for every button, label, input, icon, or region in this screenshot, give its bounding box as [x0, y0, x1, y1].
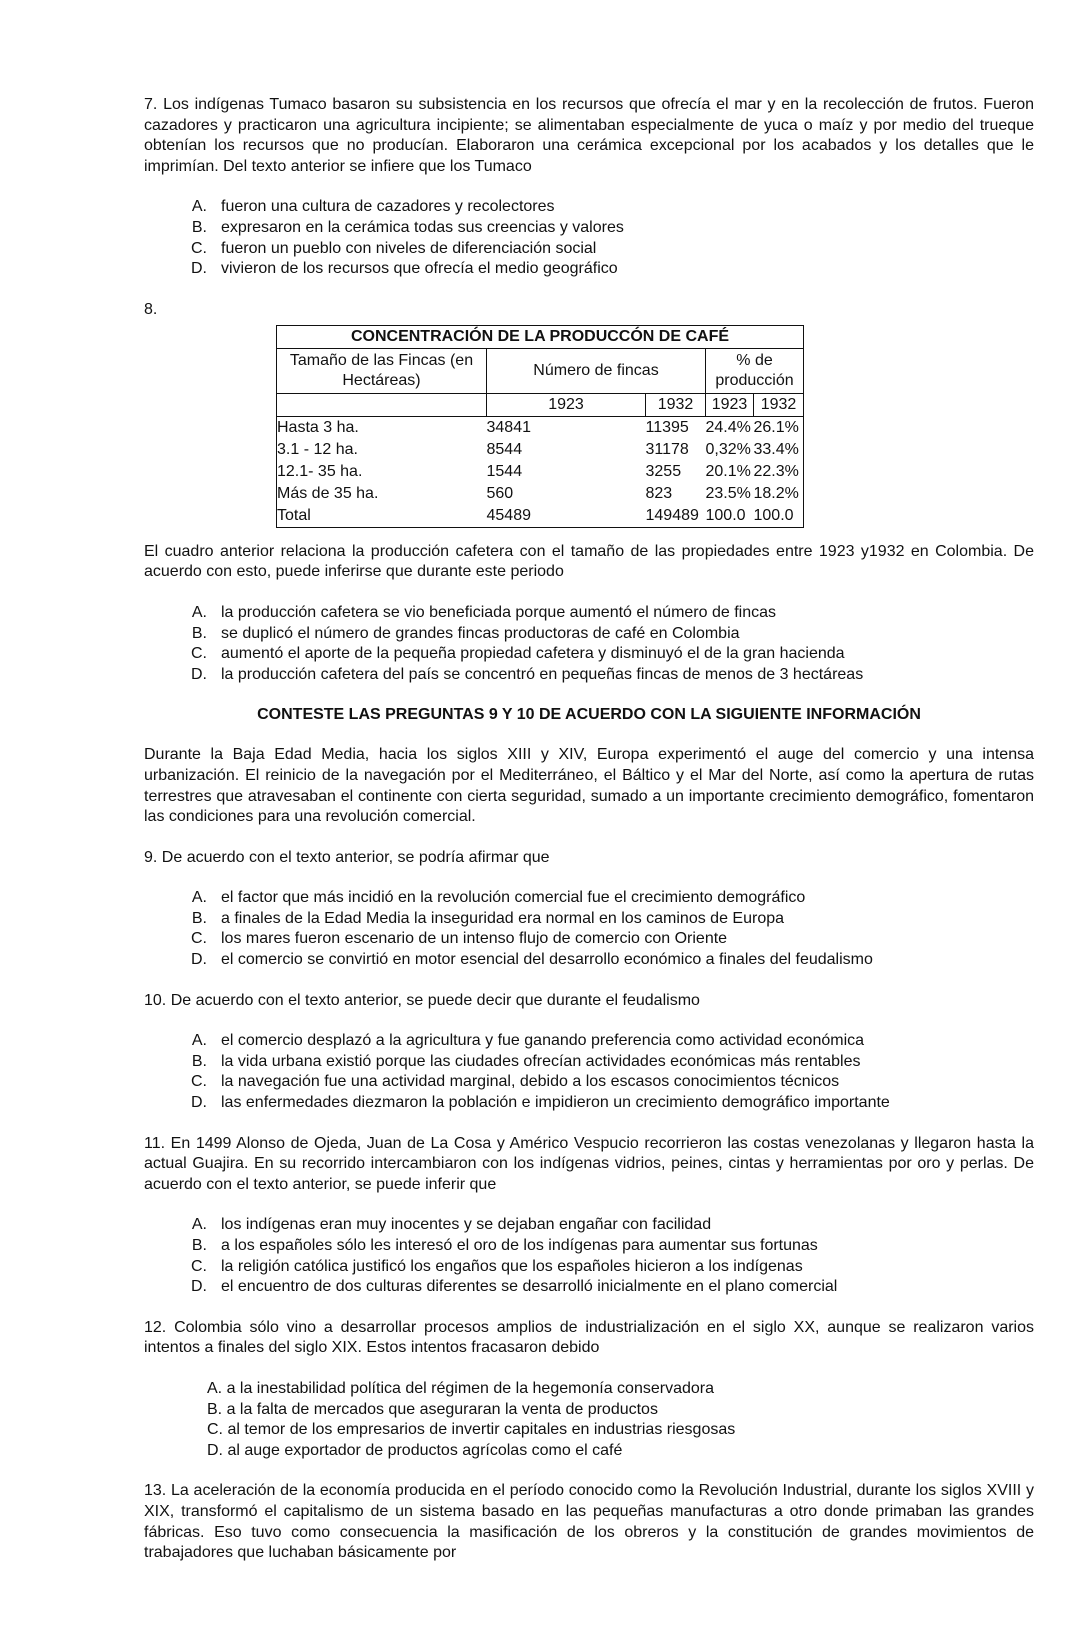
- row-f1923: 1544: [486, 463, 523, 480]
- year-pct-1932: 1932: [754, 394, 804, 417]
- q7-option-a[interactable]: A. fueron una cultura de cazadores y recolectores: [191, 198, 555, 216]
- q11-option-d[interactable]: D. el encuentro de dos culturas diferentes se desarrolló inicialmente en el plano comercial: [191, 1278, 838, 1296]
- row-f1923: 560: [486, 485, 514, 502]
- row-p1923: 23.5%: [705, 485, 751, 502]
- header-farms: Número de fincas: [487, 349, 706, 394]
- q8-stem: El cuadro anterior relaciona la producción cafetera con el tamaño de las propiedades entre 1923 y1932 en Colombia. De acuerdo con esto, puede inferirse que durante este periodo: [144, 542, 1034, 581]
- q11-option-a[interactable]: A. los indígenas eran muy inocentes y se dejaban engañar con facilidad: [191, 1216, 712, 1234]
- section-text: Durante la Baja Edad Media, hacia los siglos XIII y XIV, Europa experimentó el auge del comercio y una intensa urbanización. El reinicio de la navegación por el Mediterráneo, el Báltico y el Mar del Norte, así como la apertura de rutas terrestres que atravesaban el continente con cierta seguridad, sumado a un importante crecimiento demográfico, fomentaron las condiciones para una revolución comercial.: [144, 746, 1034, 826]
- q7-stem: 7. Los indígenas Tumaco basaron su subsistencia en los recursos que ofrecía el mar y en la recolección de frutos. Fueron cazadores y practicaron una agricultura incipiente; se alimentaban especialmente de yuca o maíz y por medio del trueque obtenían los recursos que no producían. Elaboraron una cerámica excepcional por los acabados y los detalles que le imprimían. Del texto anterior se infiere que los Tumaco: [144, 96, 1034, 175]
- row-f1932: 3255: [645, 463, 682, 480]
- row-p1932: 26.1%: [754, 417, 804, 440]
- row-size: Hasta 3 ha.: [277, 417, 487, 440]
- q10-options: [144, 1031, 1034, 1113]
- section-title: CONTESTE LAS PREGUNTAS 9 Y 10 DE ACUERDO CON LA SIGUIENTE INFORMACIÓN: [257, 706, 921, 724]
- row-p1923: 0,32%: [705, 441, 751, 458]
- q9-option-b[interactable]: B. a finales de la Edad Media la inseguridad era normal en los caminos de Europa: [191, 909, 785, 927]
- q10-option-a[interactable]: A. el comercio desplazó a la agricultura y fue ganando preferencia como actividad económica: [191, 1032, 865, 1050]
- q9-stem: 9. De acuerdo con el texto anterior, se podría afirmar que: [144, 848, 550, 866]
- q11-options: [144, 1215, 1034, 1297]
- q13-stem: 13. La aceleración de la economía producida en el período conocido como la Revolución Industrial, durante los siglos XVIII y XIX, transformó el capitalismo de un sistema basado en las pequeñas manufacturas a otro donde primaban las grandes fábricas. Eso tuvo como consecuencia la masificación de los obreros y la constitución de grandes movimientos de trabajadores que luchaban básicamente por: [144, 1482, 1034, 1562]
- header-pct: % de producción: [706, 349, 804, 394]
- table-title: CONCENTRACIÓN DE LA PRODUCCÓN DE CAFÉ: [277, 326, 804, 349]
- row-size: Total: [277, 505, 487, 528]
- row-f1932: 823: [645, 485, 673, 502]
- q11-option-b[interactable]: B. a los españoles sólo les interesó el oro de los indígenas para aumentar sus fortunas: [191, 1237, 818, 1254]
- year-farms-1932: 1932: [646, 394, 706, 417]
- year-farms-1923: 1923: [487, 394, 646, 417]
- q12-option-c[interactable]: C. al temor de los empresarios de invertir capitales en industrias riesgosas: [207, 1421, 736, 1439]
- q9-option-d[interactable]: D. el comercio se convirtió en motor esencial del desarrollo económico a finales del feudalismo: [191, 951, 873, 969]
- q12-option-a[interactable]: A. a la inestabilidad política del régimen de la hegemonía conservadora: [207, 1379, 714, 1397]
- row-f1932: 31178: [645, 441, 689, 458]
- q10-option-b[interactable]: B. la vida urbana existió porque las ciudades ofrecían actividades económicas más rentables: [191, 1052, 861, 1070]
- row-size: 12.1- 35 ha.: [277, 461, 487, 483]
- q8-option-c[interactable]: C. aumentó el aporte de la pequeña propiedad cafetera y disminuyó el de la gran hacienda: [191, 645, 845, 663]
- row-p1932: 18.2%: [754, 483, 804, 505]
- q7-options: [144, 197, 1034, 279]
- row-p1923: 24.4%: [705, 419, 751, 436]
- row-f1932: 11395: [645, 419, 689, 436]
- row-p1932: 33.4%: [754, 439, 804, 461]
- year-pct-1923: 1923: [706, 394, 754, 417]
- q8-option-a[interactable]: A. la producción cafetera se vio beneficiada porque aumentó el número de fincas: [191, 603, 777, 621]
- q7-option-b[interactable]: B. expresaron en la cerámica todas sus creencias y valores: [191, 218, 624, 236]
- q11-stem: 11. En 1499 Alonso de Ojeda, Juan de La Cosa y Américo Vespucio recorrieron las costas venezolanas y llegaron hasta la actual Guajira. En su recorrido intercambiaron con los indígenas vidrios, peines, cintas y herramientas por oro y perlas. De acuerdo con el texto anterior, se puede inferir que: [144, 1134, 1034, 1193]
- q7-option-c[interactable]: C. fueron un pueblo con niveles de diferenciación social: [191, 239, 597, 257]
- q12-option-d[interactable]: D. al auge exportador de productos agrícolas como el café: [207, 1441, 623, 1459]
- q8-options: [144, 603, 1034, 685]
- q8-option-d[interactable]: D. la producción cafetera del país se concentró en pequeñas fincas de menos de 3 hectáreas: [191, 665, 864, 683]
- q8-option-b[interactable]: B. se duplicó el número de grandes fincas productoras de café en Colombia: [191, 624, 740, 642]
- row-f1923: 45489: [487, 505, 646, 528]
- q9-options: [144, 888, 1034, 970]
- row-f1932: 149489: [646, 505, 706, 528]
- row-p1932: 100.0: [754, 505, 804, 528]
- q10-stem: 10. De acuerdo con el texto anterior, se puede decir que durante el feudalismo: [144, 991, 700, 1009]
- row-f1923: 34841: [486, 419, 531, 436]
- q10-option-d[interactable]: D. las enfermedades diezmaron la población e impidieron un crecimiento demográfico importante: [191, 1094, 890, 1112]
- row-f1923: 8544: [486, 441, 523, 458]
- q7-option-d[interactable]: D. vivieron de los recursos que ofrecía el medio geográfico: [191, 260, 618, 278]
- coffee-table: [276, 325, 804, 528]
- row-p1923: 20.1%: [705, 463, 751, 480]
- row-p1932: 22.3%: [754, 461, 804, 483]
- q10-option-c[interactable]: C. la navegación fue una actividad marginal, debido a los escasos conocimientos técnicos: [191, 1073, 840, 1091]
- q9-option-a[interactable]: A. el factor que más incidió en la revolución comercial fue el crecimiento demográfico: [191, 889, 806, 907]
- q8-number: 8.: [144, 300, 158, 318]
- row-p1923: 100.0: [706, 505, 754, 528]
- header-size: Tamaño de las Fincas (en Hectáreas): [277, 349, 487, 394]
- exam-page: [144, 95, 1034, 1564]
- q11-option-c[interactable]: C. la religión católica justificó los engaños que los españoles hicieron a los indígenas: [191, 1257, 803, 1275]
- header-blank: [277, 394, 487, 417]
- row-size: 3.1 - 12 ha.: [277, 439, 487, 461]
- q12-options: [144, 1379, 1034, 1461]
- q12-stem: 12. Colombia sólo vino a desarrollar procesos amplios de industrialización en el siglo XX, aunque se realizaron varios intentos a finales del siglo XIX. Estos intentos fracasaron debido: [144, 1318, 1034, 1357]
- row-size: Más de 35 ha.: [277, 483, 487, 505]
- q12-option-b[interactable]: B. a la falta de mercados que aseguraran la venta de productos: [207, 1400, 658, 1418]
- q9-option-c[interactable]: C. los mares fueron escenario de un intenso flujo de comercio con Oriente: [191, 930, 728, 948]
